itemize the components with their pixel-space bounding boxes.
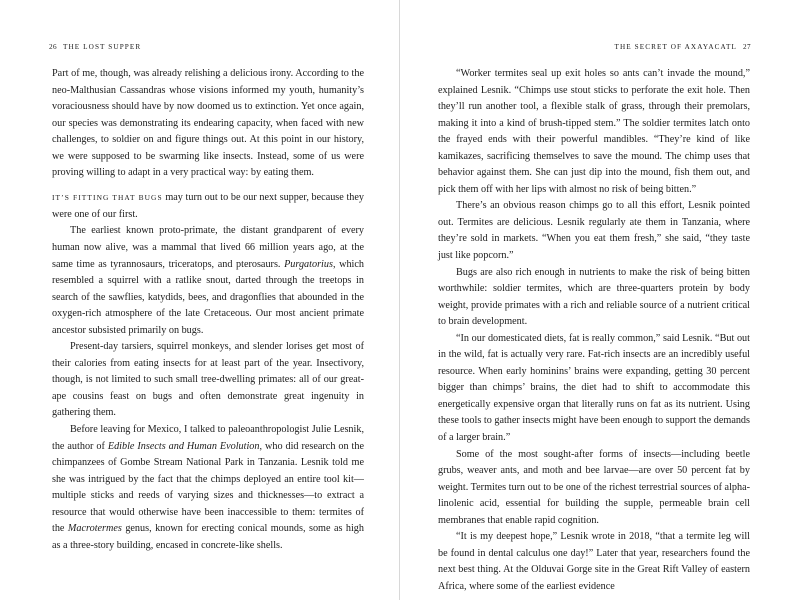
paragraph: Part of me, though, was already relishing a delicious irony. According to the neo-Malthusian Cassandras whose visions informed my youth, humanity’s voraciousness should have by now doomed us to extinction. Yet once again, our species was demonstrating its endearing capacity, when faced with new challenges, to soldier on and figure things out. At this point in our history, we were supposed to be swarming like insects. Instead, some of us were proving willing to adapt in a very practical way: by eating them. <box>52 68 364 179</box>
right-page-number: 27 <box>743 43 751 51</box>
section-lead-in: IT’S FITTING THAT BUGS <box>52 193 163 203</box>
paragraph: Present-day tarsiers, squirrel monkeys, and slender lorises get most of their calories from eating insects for at least part of the year. Insectivory, though, is not limited to such small tree-dwelling primates: all of our great-ape cousins feast on bugs and often demonstrate great ingenuity in gathering them. <box>52 341 364 419</box>
left-body-text <box>52 66 364 554</box>
right-running-header <box>614 43 751 52</box>
left-page-number: 26 <box>49 43 57 51</box>
right-running-head: THE SECRET OF AXAYACATL <box>614 43 737 51</box>
italic-term: Purgatorius <box>284 258 333 270</box>
left-running-header <box>49 43 141 52</box>
paragraph: Some of the most sought-after forms of insects—including beetle grubs, weaver ants, and moth and bee larvae—are over 50 percent fat by weight. Termites turn out to be one of the richest terrestrial sources of alpha-linolenic acid, essential for building the supple, permeable brain cell membranes that enable rapid cognition. <box>438 448 750 526</box>
paragraph: The earliest known proto-primate, the distant grandparent of every human now alive, was a mammal that lived 66 million years ago, at the same time as tyrannosaurs, triceratops, and pterosaurs. Purgatorius, which resembled a squirrel with a ratlike snout, darted through the treetops in search of the sawflies, katydids, bees, and dragonflies that abounded in the oxygen-rich atmosphere of the late Cretaceous. Our most ancient primate ancestor subsisted primarily on bugs. <box>52 225 364 336</box>
paragraph: “In our domesticated diets, fat is really common,” said Lesnik. “But out in the wild, fat is actually very rare. Fat-rich insects are an incredibly useful resource. When early hominins’ brains were expanding, getting 30 percent bigger than chimps’ brains, the diet had to shift to accommodate this energetically expensive organ that literally runs on fat as its nutrient. Using these tools to gather insects might have been enough to support the demands of a larger brain.” <box>438 332 750 444</box>
right-body-text <box>438 66 750 596</box>
right-page <box>400 0 800 600</box>
book-title: Edible Insects and Human Evolution <box>107 440 260 452</box>
left-page <box>0 0 399 600</box>
paragraph: “It is my deepest hope,” Lesnik wrote in 2018, “that a termite leg will be found in dental calculus one day!” Later that year, researchers found the next best thing. At the Olduvai Gorge site in the Great Rift Valley of eastern Africa, where some of the earliest evidence <box>438 531 750 592</box>
paragraph: Before leaving for Mexico, I talked to paleoanthropologist Julie Lesnik, the author of Edible Insects and Human Evolution, who did research on the chimpanzees of Gombe Stream National Park in Tanzania. Lesnik told me she was intrigued by the fact that the chimps deployed an entire tool kit—multiple sticks and reeds of varying sizes and thicknesses—to extract a resource that would otherwise have been inaccessible to them: termites of the Macrotermes genus, known for erecting conical mounds, some as high as a three-story building, encased in concrete-like shells. <box>52 423 364 551</box>
paragraph: “Worker termites seal up exit holes so ants can’t invade the mound,” explained Lesnik. “Chimps use stout sticks to perforate the exit hole. Then they’ll run another tool, a flexible stalk of grass, through their premolars, making it into a kind of brush-tipped stem.” The soldier termites latch onto the frayed ends with their powerful mandibles. “They’re kind of like kamikazes, sacrificing themselves to save the mound. The chimp uses that behavior against them. She can just dip into the mound, fish them out, and pick them off with her lips with almost no risk of being bitten.” <box>438 68 750 195</box>
paragraph: There’s an obvious reason chimps go to all this effort, Lesnik pointed out. Termites are delicious. Lesnik regularly ate them in Tanzania, where they’re sold in markets. “When you eat them fresh,” she said, “they taste just like popcorn.” <box>438 200 750 262</box>
italic-term: Macrotermes <box>67 523 122 535</box>
paragraph: Bugs are also rich enough in nutrients to make the risk of being bitten worthwhile: soldier termites, which are three-quarters protein by body weight, provide primates with a rich and reliable source of a nutrient critical to brain development. <box>438 266 750 328</box>
section-opening-paragraph: IT’S FITTING THAT BUGS may turn out to be our next supper, because they were one of our first. <box>52 192 364 220</box>
left-running-head: THE LOST SUPPER <box>63 43 142 51</box>
